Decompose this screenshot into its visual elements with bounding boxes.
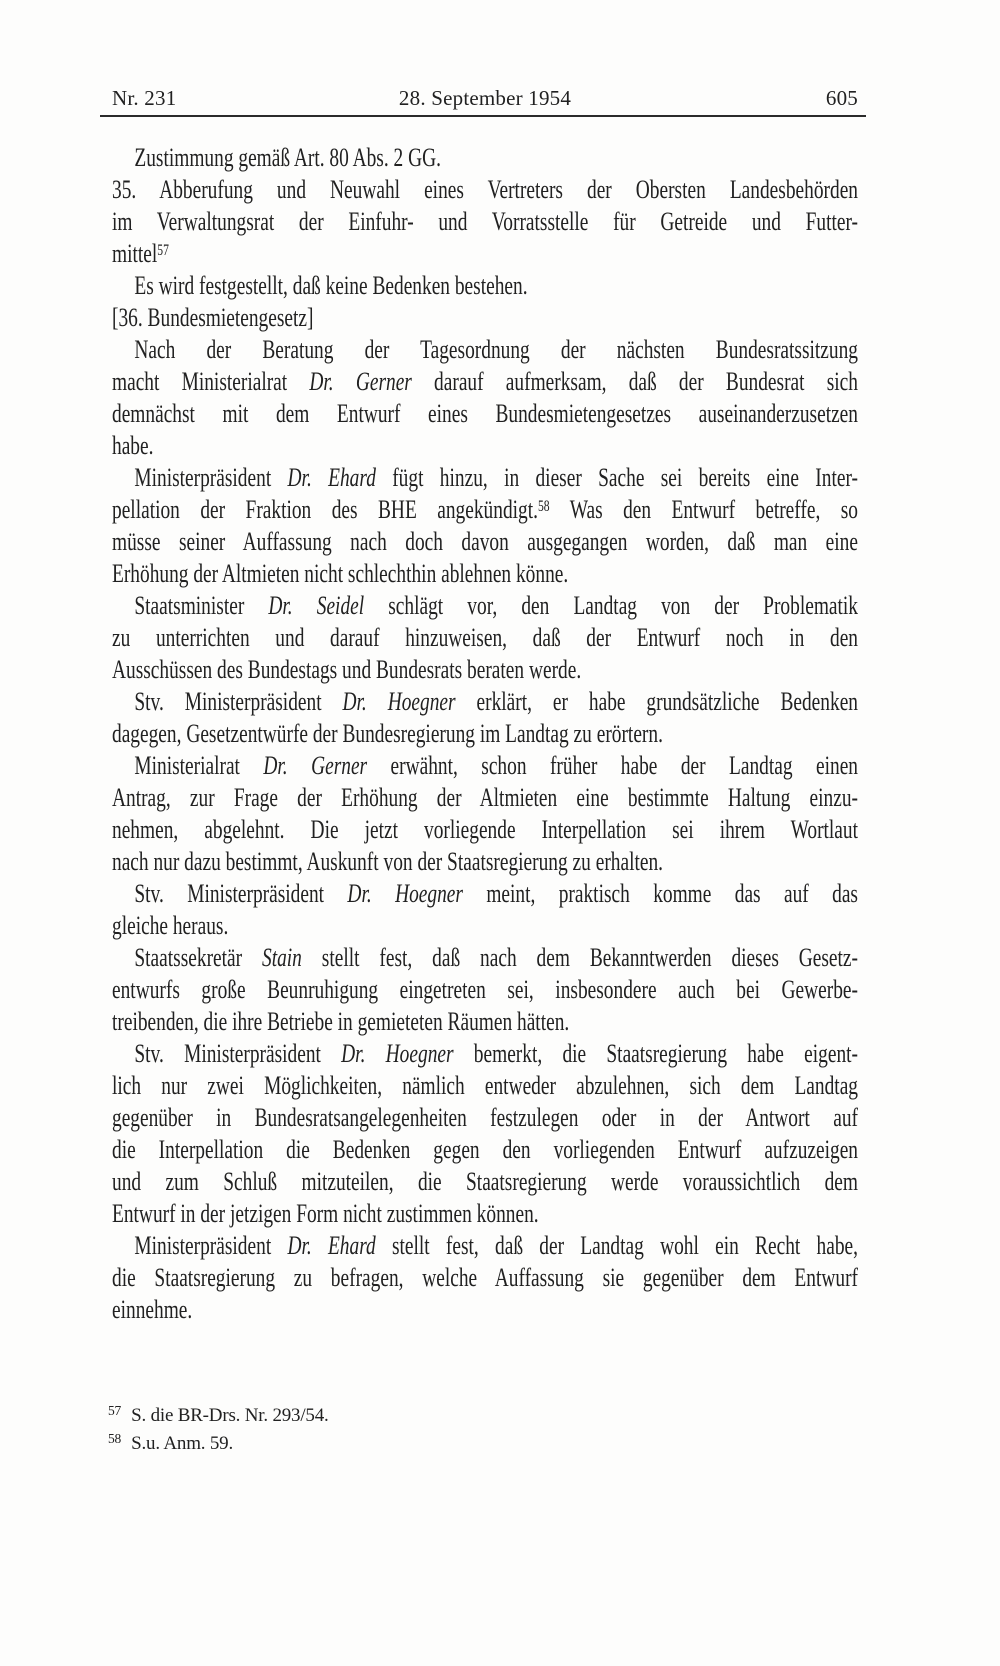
text-segment: macht Ministerialrat [112,367,310,396]
text-segment: nehmen, abgelehnt. Die jetzt vorliegende Interpellation sei ihrem Wortlaut [112,815,858,844]
footnote-reference: 57 [157,241,169,259]
text-line [112,398,858,430]
speaker-name: Dr. Ehard [287,463,376,492]
text-segment: Entwurf in der jetzigen Form nicht zustimmen können. [112,1199,539,1228]
text-line [112,1070,858,1102]
text-line [112,750,858,782]
text-segment: Was den Entwurf betreffe, so [549,495,859,524]
text-line [112,654,858,686]
text-line [112,910,858,942]
body-text [112,142,858,1326]
text-line [112,334,858,366]
text-line [112,878,858,910]
text-segment: zu unterrichten und darauf hinzuweisen, daß der Entwurf noch in den [112,623,858,652]
text-line [112,1134,858,1166]
text-segment: Es wird festgestellt, daß keine Bedenken bestehen. [134,271,528,300]
text-line [112,462,858,494]
text-line [112,270,858,302]
speaker-name: Stain [261,943,302,972]
text-segment: habe. [112,431,154,460]
text-segment: gleiche heraus. [112,911,229,940]
text-segment: fügt hinzu, in dieser Sache sei bereits eine Inter- [375,463,858,492]
footnote-text: S.u. Anm. 59. [131,1433,234,1454]
text-segment: Erhöhung der Altmieten nicht schlechthin ablehnen könne. [112,559,569,588]
text-segment: einnehme. [112,1295,193,1324]
speaker-name: Dr. Hoegner [347,879,463,908]
text-line [112,1006,858,1038]
footnote [108,1402,854,1430]
text-line [112,238,858,270]
text-segment: Staatssekretär [134,943,262,972]
text-segment: die Interpellation die Bedenken gegen den vorliegenden Entwurf aufzuzeigen [112,1135,858,1164]
text-segment: Ministerpräsident [134,1231,288,1260]
text-segment: stellt fest, daß nach dem Bekanntwerden dieses Gesetz- [301,943,858,972]
header-page-number: 605 [825,86,858,110]
text-line [112,590,858,622]
text-line [112,1166,858,1198]
text-segment: erwähnt, schon früher habe der Landtag einen [367,751,858,780]
text-segment: meint, praktisch komme das auf das [462,879,858,908]
text-line [112,558,858,590]
text-segment: nach nur dazu bestimmt, Auskunft von der Staatsregierung zu erhalten. [112,847,664,876]
text-line [112,942,858,974]
header-rule [100,115,866,117]
footnote [108,1430,854,1458]
text-line [112,142,858,174]
text-line [112,174,858,206]
footnotes [108,1402,854,1458]
body-text-column [112,142,858,1326]
footnote-reference: 58 [537,497,550,515]
text-segment: Stv. Ministerpräsident [134,879,348,908]
text-segment: müsse seiner Auffassung nach doch davon ausgegangen worden, daß man eine [112,527,858,556]
text-segment: entwurfs große Beunruhigung eingetreten sei, insbesondere auch bei Gewerbe- [112,975,858,1004]
text-segment: [36. Bundesmietengesetz] [112,303,314,332]
text-line [112,366,858,398]
text-segment: dagegen, Gesetzentwürfe der Bundesregierung im Landtag zu erörtern. [112,719,663,748]
text-segment: Stv. Ministerpräsident [134,687,343,716]
text-segment: Stv. Ministerpräsident [134,1039,342,1068]
text-segment: im Verwaltungsrat der Einfuhr- und Vorratsstelle für Getreide und Futter- [112,207,858,236]
speaker-name: Dr. Gerner [309,367,412,396]
text-segment: bemerkt, die Staatsregierung habe eigent- [453,1039,858,1068]
text-segment: und zum Schluß mitzuteilen, die Staatsregierung werde voraussichtlich dem [112,1167,858,1196]
text-line [112,782,858,814]
speaker-name: Dr. Ehard [287,1231,376,1260]
text-line [112,1294,858,1326]
speaker-name: Dr. Seidel [268,591,365,620]
text-line [112,1230,858,1262]
text-line [112,1038,858,1070]
text-segment: Nach der Beratung der Tagesordnung der nächsten Bundesratssitzung [134,335,858,364]
text-line [112,1198,858,1230]
text-line [112,1262,858,1294]
text-segment: pellation der Fraktion des BHE angekündigt. [112,495,538,524]
text-segment: erklärt, er habe grundsätzliche Bedenken [455,687,858,716]
text-segment: lich nur zwei Möglichkeiten, nämlich entweder abzulehnen, sich dem Landtag [112,1071,858,1100]
footnote-number: 57 [108,1403,122,1419]
footnote-text: S. die BR-Drs. Nr. 293/54. [131,1405,329,1426]
text-segment: Zustimmung gemäß Art. 80 Abs. 2 GG. [134,143,441,172]
text-line [112,622,858,654]
text-line [112,494,858,526]
speaker-name: Dr. Hoegner [341,1039,454,1068]
text-line [112,302,858,334]
header-issue-number: Nr. 231 [112,86,177,110]
text-line [112,430,858,462]
text-segment: die Staatsregierung zu befragen, welche Auffassung sie gegenüber dem Entwurf [112,1263,858,1292]
text-line [112,846,858,878]
text-line [112,718,858,750]
text-segment: Staatsminister [134,591,269,620]
text-line [112,1102,858,1134]
text-segment: Ministerpräsident [134,463,288,492]
text-segment: Antrag, zur Frage der Erhöhung der Altmieten eine bestimmte Haltung einzu- [112,783,858,812]
text-line [112,686,858,718]
text-line [112,526,858,558]
footnote-number: 58 [108,1431,122,1447]
text-segment: Ministerialrat [134,751,264,780]
speaker-name: Dr. Gerner [263,751,368,780]
text-segment: Ausschüssen des Bundestags und Bundesrats beraten werde. [112,655,582,684]
speaker-name: Dr. Hoegner [342,687,456,716]
text-segment: gegenüber in Bundesratsangelegenheiten festzulegen oder in der Antwort auf [112,1103,858,1132]
text-segment: darauf aufmerksam, daß der Bundesrat sich [411,367,858,396]
text-segment: stellt fest, daß der Landtag wohl ein Recht habe, [375,1231,858,1260]
text-segment: 35. Abberufung und Neuwahl eines Vertreters der Obersten Landesbehörden [112,175,858,204]
text-line [112,814,858,846]
header-date: 28. September 1954 [398,86,572,110]
text-line [112,206,858,238]
text-segment: schlägt vor, den Landtag von der Problematik [364,591,858,620]
text-segment: demnächst mit dem Entwurf eines Bundesmietengesetzes auseinanderzusetzen [112,399,858,428]
text-segment: mittel [112,239,158,268]
text-line [112,974,858,1006]
text-segment: treibenden, die ihre Betriebe in gemieteten Räumen hätten. [112,1007,570,1036]
running-header [112,84,858,112]
